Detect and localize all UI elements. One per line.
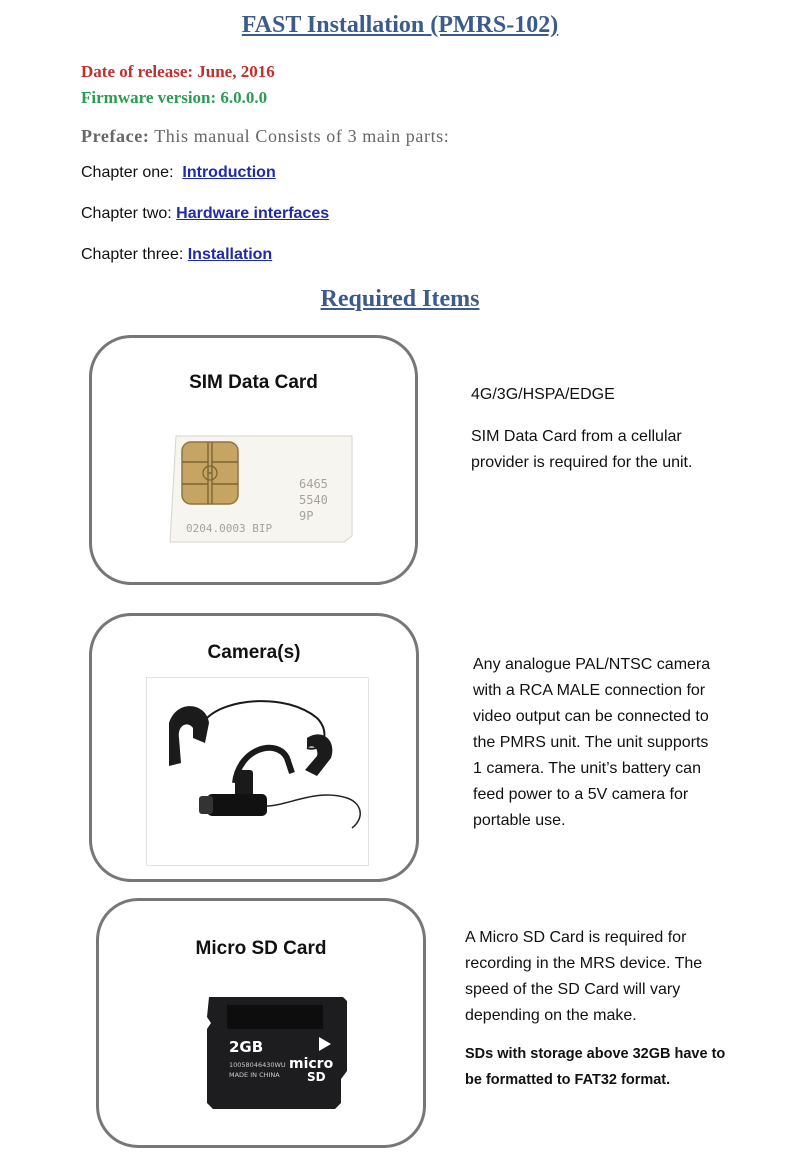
camera-desc-line: with a RCA MALE connection for	[473, 682, 706, 699]
sim-card-label: SIM Data Card	[189, 372, 318, 393]
sim-code: 0204.0003 BIP	[186, 522, 273, 535]
chapter-prefix: Chapter one:	[81, 164, 174, 181]
micro-sd-description	[465, 925, 775, 1029]
sim-desc-line: provider is required for the unit.	[471, 454, 693, 471]
sim-card-image	[168, 432, 353, 546]
note-line: be formatted to FAT32 format.	[465, 1072, 671, 1088]
camera-description	[473, 652, 773, 834]
release-date: Date of release: June, 2016	[81, 62, 275, 81]
camera-label: Camera(s)	[207, 642, 301, 663]
camera-desc-line: video output can be connected to	[473, 708, 709, 725]
chapter-prefix: Chapter three:	[81, 246, 184, 263]
sim-number-2: 5540	[299, 493, 328, 507]
preface	[81, 126, 449, 147]
sd-brand-top: micro	[289, 1056, 334, 1072]
note-line: SDs with storage above 32GB have to	[465, 1046, 726, 1062]
firmware-version: Firmware version: 6.0.0.0	[81, 88, 268, 107]
sim-number-3: 9P	[299, 509, 314, 523]
sim-number-1: 6465	[299, 477, 328, 491]
micro-sd-label: Micro SD Card	[195, 938, 327, 959]
required-items-heading: Required Items	[320, 286, 480, 312]
installation-link[interactable]: Installation	[187, 246, 273, 263]
sim-desc-line: 4G/3G/HSPA/EDGE	[471, 386, 615, 403]
sd-desc-line: speed of the SD Card will vary	[465, 981, 681, 998]
micro-sd-image	[203, 993, 353, 1111]
camera-icon	[147, 678, 368, 865]
camera-desc-line: Any analogue PAL/NTSC camera	[473, 656, 711, 673]
preface-label: Preface:	[81, 126, 150, 146]
micro-sd-panel	[96, 898, 426, 1148]
sim-desc-line: SIM Data Card from a cellular	[471, 428, 682, 445]
chapter-prefix: Chapter two:	[81, 205, 172, 222]
sd-desc-line: depending on the make.	[465, 1007, 637, 1024]
camera-desc-line: the PMRS unit. The unit supports	[473, 734, 709, 751]
fat32-note	[465, 1041, 785, 1093]
chapter-three	[81, 246, 272, 264]
hardware-interfaces-link[interactable]: Hardware interfaces	[176, 205, 330, 222]
sd-desc-line: recording in the MRS device. The	[465, 955, 703, 972]
sim-description	[471, 382, 771, 476]
sd-origin: MADE IN CHINA	[229, 1071, 280, 1079]
camera-image-frame	[146, 677, 369, 866]
preface-text: This manual Consists of 3 main parts:	[154, 126, 450, 146]
page-title: FAST Installation (PMRS-102)	[241, 12, 559, 38]
sim-card-panel	[89, 335, 418, 585]
camera-panel	[89, 613, 419, 882]
camera-desc-line: 1 camera. The unit’s battery can	[473, 760, 701, 777]
chapter-one	[81, 164, 276, 182]
sd-desc-line: A Micro SD Card is required for	[465, 929, 687, 946]
camera-desc-line: feed power to a 5V camera for	[473, 786, 689, 803]
introduction-link[interactable]: Introduction	[182, 164, 276, 181]
sd-serial: 10058046430WU	[229, 1061, 286, 1069]
sd-brand-bottom: SD	[307, 1070, 326, 1084]
chapter-two	[81, 205, 329, 223]
camera-desc-line: portable use.	[473, 812, 566, 829]
sd-capacity: 2GB	[229, 1038, 264, 1056]
